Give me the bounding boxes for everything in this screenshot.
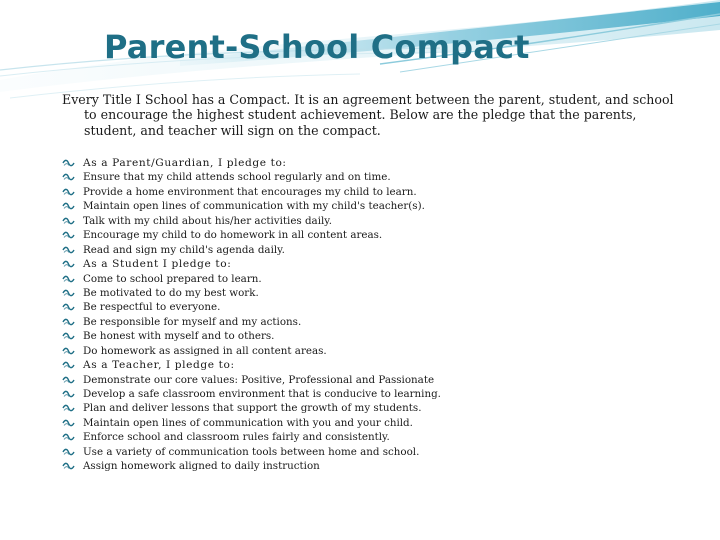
list-item — [62, 401, 441, 415]
wave-bullet-icon — [62, 303, 75, 311]
list-item — [62, 445, 441, 459]
list-item-text: Encourage my child to do homework in all content areas. — [83, 229, 383, 242]
wave-bullet-icon — [62, 173, 75, 181]
list-item-text: Be respectful to everyone. — [83, 301, 221, 314]
wave-bullet-icon — [62, 347, 75, 355]
list-item-text: Enforce school and classroom rules fairly and consistently. — [83, 431, 390, 444]
pledge-list — [62, 156, 441, 474]
wave-bullet-icon — [62, 260, 75, 268]
pledge-heading-text: As a Teacher, I pledge to: — [83, 359, 235, 372]
list-item — [62, 315, 441, 329]
wave-bullet-icon — [62, 159, 75, 167]
list-item — [62, 286, 441, 300]
list-item — [62, 170, 441, 184]
wave-bullet-icon — [62, 433, 75, 441]
list-item-text: Use a variety of communication tools between home and school. — [83, 445, 420, 458]
wave-bullet-icon — [62, 188, 75, 196]
wave-bullet-icon — [62, 202, 75, 210]
list-item — [62, 459, 441, 473]
list-item — [62, 185, 441, 199]
wave-bullet-icon — [62, 376, 75, 384]
list-item — [62, 214, 441, 228]
list-item-text: Ensure that my child attends school regularly and on time. — [83, 171, 391, 184]
wave-bullet-icon — [62, 217, 75, 225]
list-item — [62, 430, 441, 444]
list-item — [62, 329, 441, 343]
intro-paragraph: Every Title I School has a Compact. It is an agreement between the parent, student, and school to encourage the highest student achievement. Below are the pledge that the parents, student, and teacher will sign on the compact. — [62, 92, 674, 138]
list-item — [62, 228, 441, 242]
list-item — [62, 344, 441, 358]
list-item-text: Provide a home environment that encourages my child to learn. — [83, 185, 417, 198]
list-item-text: Develop a safe classroom environment that is conducive to learning. — [83, 388, 441, 400]
wave-bullet-icon — [62, 361, 75, 369]
list-item — [62, 243, 441, 257]
wave-bullet-icon — [62, 289, 75, 297]
wave-bullet-icon — [62, 246, 75, 254]
list-item-text: Be motivated to do my best work. — [83, 286, 259, 299]
pledge-heading — [62, 358, 441, 372]
list-item-text: Be responsible for myself and my actions. — [83, 315, 302, 328]
wave-bullet-icon — [62, 390, 75, 398]
pledge-heading — [62, 156, 441, 170]
wave-bullet-icon — [62, 231, 75, 239]
pledge-heading-text: As a Parent/Guardian, I pledge to: — [83, 157, 287, 169]
list-item-text: Talk with my child about his/her activities daily. — [83, 214, 333, 227]
list-item-text: Plan and deliver lessons that support the growth of my students. — [83, 402, 422, 415]
list-item-text: Maintain open lines of communication with my child's teacher(s). — [83, 200, 425, 213]
list-item — [62, 272, 441, 286]
list-item — [62, 373, 441, 387]
wave-bullet-icon — [62, 462, 75, 470]
wave-bullet-icon — [62, 318, 75, 326]
wave-bullet-icon — [62, 448, 75, 456]
list-item — [62, 199, 441, 213]
list-item-text: Demonstrate our core values: Positive, Professional and Passionate — [83, 373, 435, 386]
list-item-text: Read and sign my child's agenda daily. — [83, 243, 285, 256]
list-item-text: Be honest with myself and to others. — [83, 330, 275, 343]
pledge-heading — [62, 257, 441, 271]
list-item — [62, 416, 441, 430]
list-item — [62, 387, 441, 401]
list-item-text: Assign homework aligned to daily instruction — [83, 460, 320, 473]
list-item-text: Do homework as assigned in all content areas. — [83, 344, 327, 357]
wave-bullet-icon — [62, 419, 75, 427]
page-title: Parent-School Compact — [104, 28, 530, 66]
list-item — [62, 300, 441, 314]
list-item-text: Maintain open lines of communication with you and your child. — [83, 416, 413, 429]
wave-bullet-icon — [62, 275, 75, 283]
wave-bullet-icon — [62, 332, 75, 340]
list-item-text: Come to school prepared to learn. — [83, 272, 262, 285]
pledge-heading-text: As a Student I pledge to: — [83, 258, 232, 271]
wave-bullet-icon — [62, 404, 75, 412]
